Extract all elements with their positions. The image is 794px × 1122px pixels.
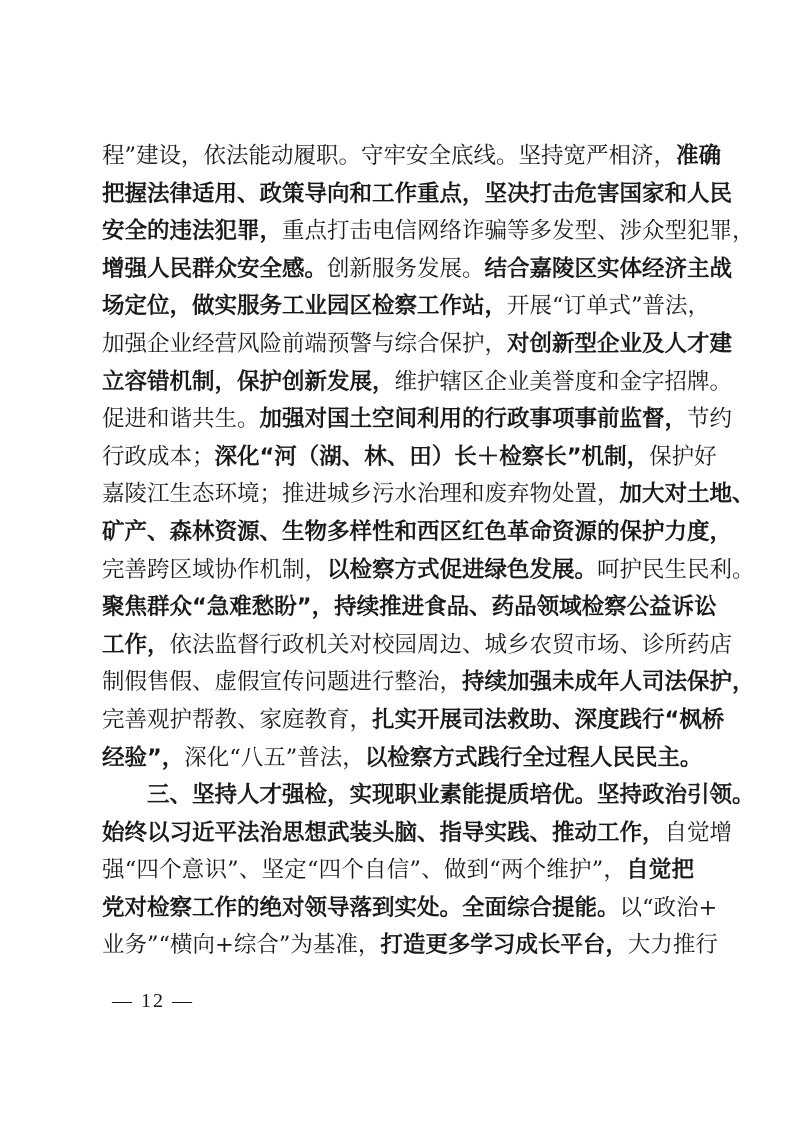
bold-text-segment: 始终以习近平法治思想武装头脑、指导实践、推动工作， <box>102 819 665 846</box>
bold-text-segment: 打造更多学习成长平台， <box>380 932 628 959</box>
bold-text-segment: 加大对土地、 <box>619 481 755 508</box>
bold-text-segment: 对创新型企业及人才建 <box>507 330 733 357</box>
bold-text-segment: 增强人民群众安全感。 <box>102 255 328 282</box>
bold-text-segment: 以检察方式践行全过程人民民主。 <box>364 744 703 771</box>
text-segment: 制假售假、虚假宣传问题进行整治， <box>102 669 463 696</box>
text-segment: 重点打击电信网络诈骗等多发型、涉众型犯罪， <box>282 218 755 245</box>
text-segment: 完善观护帮教、家庭教育， <box>102 706 373 733</box>
text-segment: 嘉陵江生态环境；推进城乡污水治理和废弃物处置， <box>102 481 620 508</box>
text-line <box>102 138 722 176</box>
text-segment: 行政成本； <box>102 443 215 470</box>
bold-text-segment: 立容错机制，保护创新发展， <box>102 368 395 395</box>
bold-text-segment: 党对检察工作的绝对领导落到实处。全面综合提能。 <box>102 894 620 921</box>
text-line <box>102 514 733 552</box>
text-line <box>102 815 733 853</box>
text-line <box>102 213 755 251</box>
text-line <box>102 364 733 402</box>
bold-text-segment: 安全的违法犯罪， <box>102 218 283 245</box>
text-segment: 大力推行 <box>627 932 718 959</box>
bold-text-segment: 工作， <box>102 631 170 658</box>
bold-text-segment: 加强对国土空间利用的行政事项事前监督， <box>259 406 688 433</box>
text-line <box>102 702 725 740</box>
bold-text-segment: 持续加强未成年人司法保护， <box>462 669 755 696</box>
text-segment: 开展“订单式”普法， <box>507 293 711 320</box>
text-line <box>102 288 711 326</box>
bold-text-segment: 场定位，做实服务工业园区检察工作站， <box>102 293 508 320</box>
text-segment: 保护好 <box>649 443 717 470</box>
text-line <box>102 439 717 477</box>
text-segment: 自觉增 <box>664 819 733 846</box>
text-line <box>102 251 733 289</box>
document-body <box>102 138 755 965</box>
text-line <box>102 927 718 965</box>
bold-text-segment: 三、坚持人才强检，实现职业素能提质培优。坚持政治引领。 <box>147 782 755 809</box>
page-number: — 12 — <box>112 990 194 1012</box>
text-line <box>102 589 717 627</box>
text-line <box>102 777 755 815</box>
text-line <box>102 552 755 590</box>
text-segment: 加强企业经营风险前端预警与综合保护， <box>102 330 508 357</box>
bold-text-segment: 经验”， <box>102 744 185 771</box>
text-segment: 强“四个意识”、坚定“四个自信”、做到“两个维护”， <box>102 857 627 884</box>
text-segment: 维护辖区企业美誉度和金字招牌。 <box>394 368 733 395</box>
text-line <box>102 401 733 439</box>
text-segment: 深化“八五”普法， <box>184 744 365 771</box>
text-line <box>102 852 694 890</box>
bold-text-segment: 扎实开展司法救助、深度践行“枫桥 <box>372 706 725 733</box>
text-segment: 呵护民生民利。 <box>597 556 755 583</box>
text-segment: 完善跨区域协作机制， <box>102 556 328 583</box>
text-segment: 程”建设，依法能动履职。守牢安全底线。坚持宽严相济， <box>102 143 677 169</box>
bold-text-segment: 聚焦群众“急难愁盼”，持续推进食品、药品领域检察公益诉讼 <box>102 594 717 621</box>
text-line <box>102 476 755 514</box>
text-line <box>102 326 733 364</box>
bold-text-segment: 以检察方式促进绿色发展。 <box>327 556 598 583</box>
bold-text-segment: 自觉把 <box>626 857 694 884</box>
text-line <box>102 176 733 214</box>
bold-text-segment: 深化“河（湖、林、田）长＋检察长”机制， <box>214 443 650 470</box>
text-segment: 促进和谐共生。 <box>102 406 260 433</box>
bold-text-segment: 准确 <box>676 143 722 169</box>
text-segment: 创新服务发展。 <box>327 255 485 282</box>
bold-text-segment: 矿产、森林资源、生物多样性和西区红色革命资源的保护力度， <box>102 518 733 545</box>
text-segment: 依法监督行政机关对校园周边、城乡农贸市场、诊所药店 <box>169 631 733 658</box>
text-line <box>102 627 733 665</box>
text-segment: 以“政治+ <box>619 894 718 921</box>
text-segment: 节约 <box>687 406 733 433</box>
text-segment: 业务”“横向+综合”为基准， <box>102 932 381 959</box>
text-line <box>102 890 718 928</box>
bold-text-segment: 结合嘉陵区实体经济主战 <box>484 255 733 282</box>
text-line <box>102 664 755 702</box>
bold-text-segment: 把握法律适用、政策导向和工作重点，坚决打击危害国家和人民 <box>102 180 733 207</box>
text-line <box>102 740 703 778</box>
